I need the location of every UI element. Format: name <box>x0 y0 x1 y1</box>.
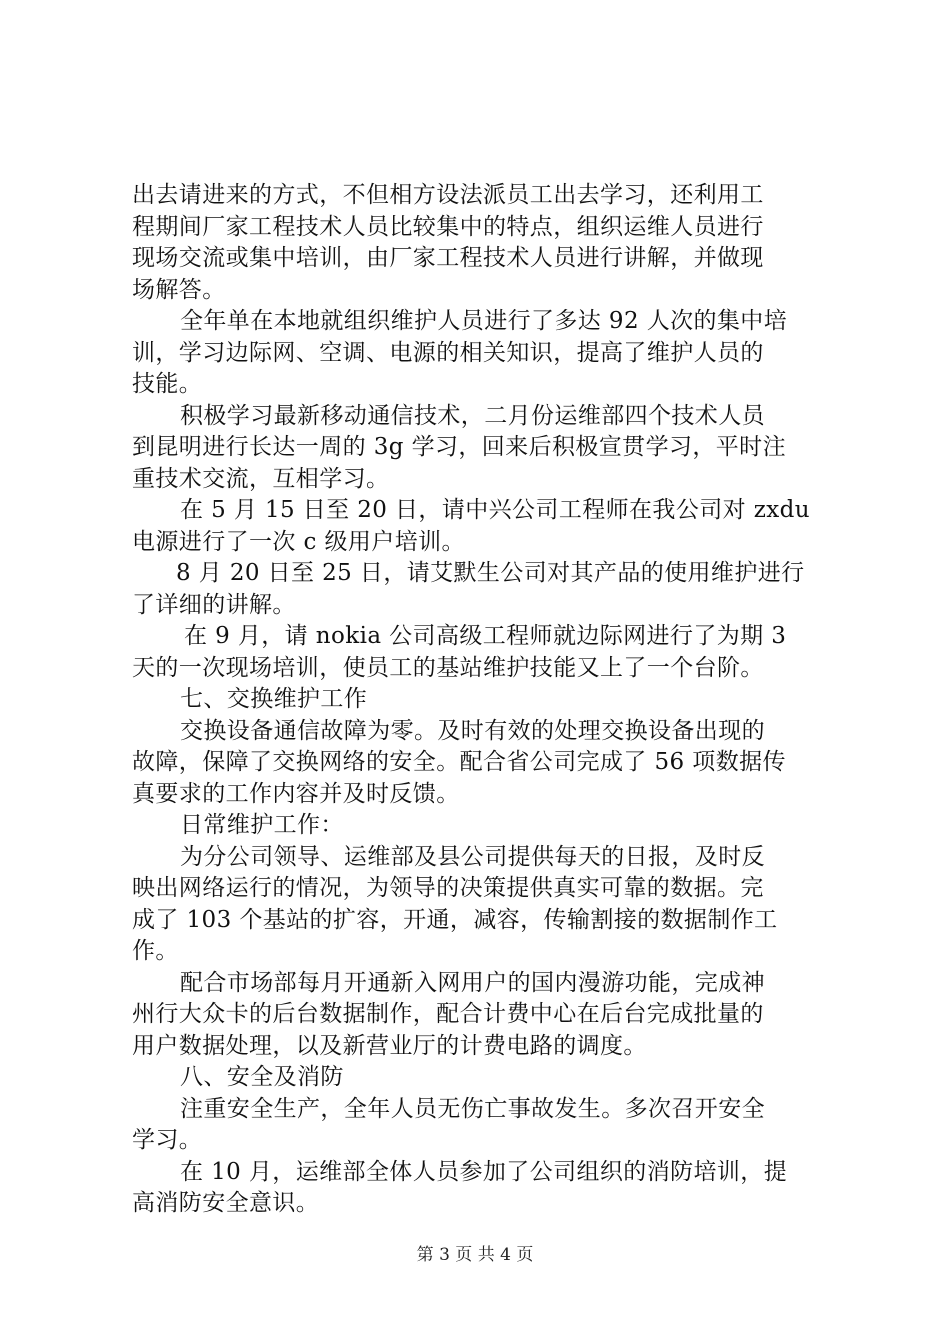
text-line: 程期间厂家工程技术人员比较集中的特点，组织运维人员进行 <box>132 213 764 240</box>
text-line: 为分公司领导、运维部及县公司提供每天的日报，及时反 <box>180 843 765 870</box>
page-footer <box>0 1240 950 1265</box>
text-line: 故障，保障了交换网络的安全。配合省公司完成了 56 项数据传 <box>132 749 786 775</box>
text-line: 成了 103 个基站的扩容，开通，减容，传输割接的数据制作工 <box>132 906 778 933</box>
text-line: 8 月 20 日至 25 日，请艾默生公司对其产品的使用维护进行 <box>176 560 805 586</box>
section-heading: 七、交换维护工作 <box>180 686 368 712</box>
text-line: 学习。 <box>132 1127 203 1153</box>
text-line: 电源进行了一次 c 级用户培训。 <box>132 528 465 555</box>
text-line: 了详细的讲解。 <box>132 591 296 618</box>
text-line: 注重安全生产，全年人员无伤亡事故发生。多次召开安全 <box>180 1095 765 1122</box>
section-heading: 八、安全及消防 <box>180 1064 344 1090</box>
page-number-label: 第 3 页 共 4 页 <box>416 1245 534 1265</box>
text-line: 训，学习边际网、空调、电源的相关知识，提高了维护人员的 <box>132 339 764 366</box>
text-line: 重技术交流，互相学习。 <box>132 465 390 492</box>
text-line: 全年单在本地就组织维护人员进行了多达 92 人次的集中培 <box>180 308 788 334</box>
text-line: 交换设备通信故障为零。及时有效的处理交换设备出现的 <box>180 717 765 744</box>
text-line: 出去请进来的方式，不但相方设法派员工出去学习，还利用工 <box>132 182 764 208</box>
text-line: 场解答。 <box>132 276 226 303</box>
text-line: 积极学习最新移动通信技术，二月份运维部四个技术人员 <box>180 402 765 429</box>
text-line: 配合市场部每月开通新入网用户的国内漫游功能，完成神 <box>180 969 765 996</box>
text-line: 天的一次现场培训，使员工的基站维护技能又上了一个台阶。 <box>132 654 764 681</box>
text-line: 在 9 月，请 nokia 公司高级工程师就边际网进行了为期 3 <box>184 623 787 649</box>
text-line: 州行大众卡的后台数据制作，配合计费中心在后台完成批量的 <box>132 1001 764 1027</box>
text-line: 在 5 月 15 日至 20 日，请中兴公司工程师在我公司对 zxdu <box>180 497 810 523</box>
text-line: 在 10 月，运维部全体人员参加了公司组织的消防培训，提 <box>180 1158 788 1185</box>
subsection-heading: 日常维护工作： <box>180 812 344 838</box>
document-body <box>132 180 832 1220</box>
text-line: 作。 <box>132 938 179 964</box>
text-line: 映出网络运行的情况，为领导的决策提供真实可靠的数据。完 <box>132 875 764 901</box>
text-line: 高消防安全意识。 <box>132 1190 320 1216</box>
text-line: 真要求的工作内容并及时反馈。 <box>132 780 460 807</box>
text-line: 现场交流或集中培训，由厂家工程技术人员进行讲解，并做现 <box>132 245 764 271</box>
text-line: 技能。 <box>132 371 203 397</box>
text-line: 用户数据处理，以及新营业厅的计费电路的调度。 <box>132 1032 647 1059</box>
text-line: 到昆明进行长达一周的 3g 学习，回来后积极宣贯学习，平时注 <box>132 434 786 460</box>
